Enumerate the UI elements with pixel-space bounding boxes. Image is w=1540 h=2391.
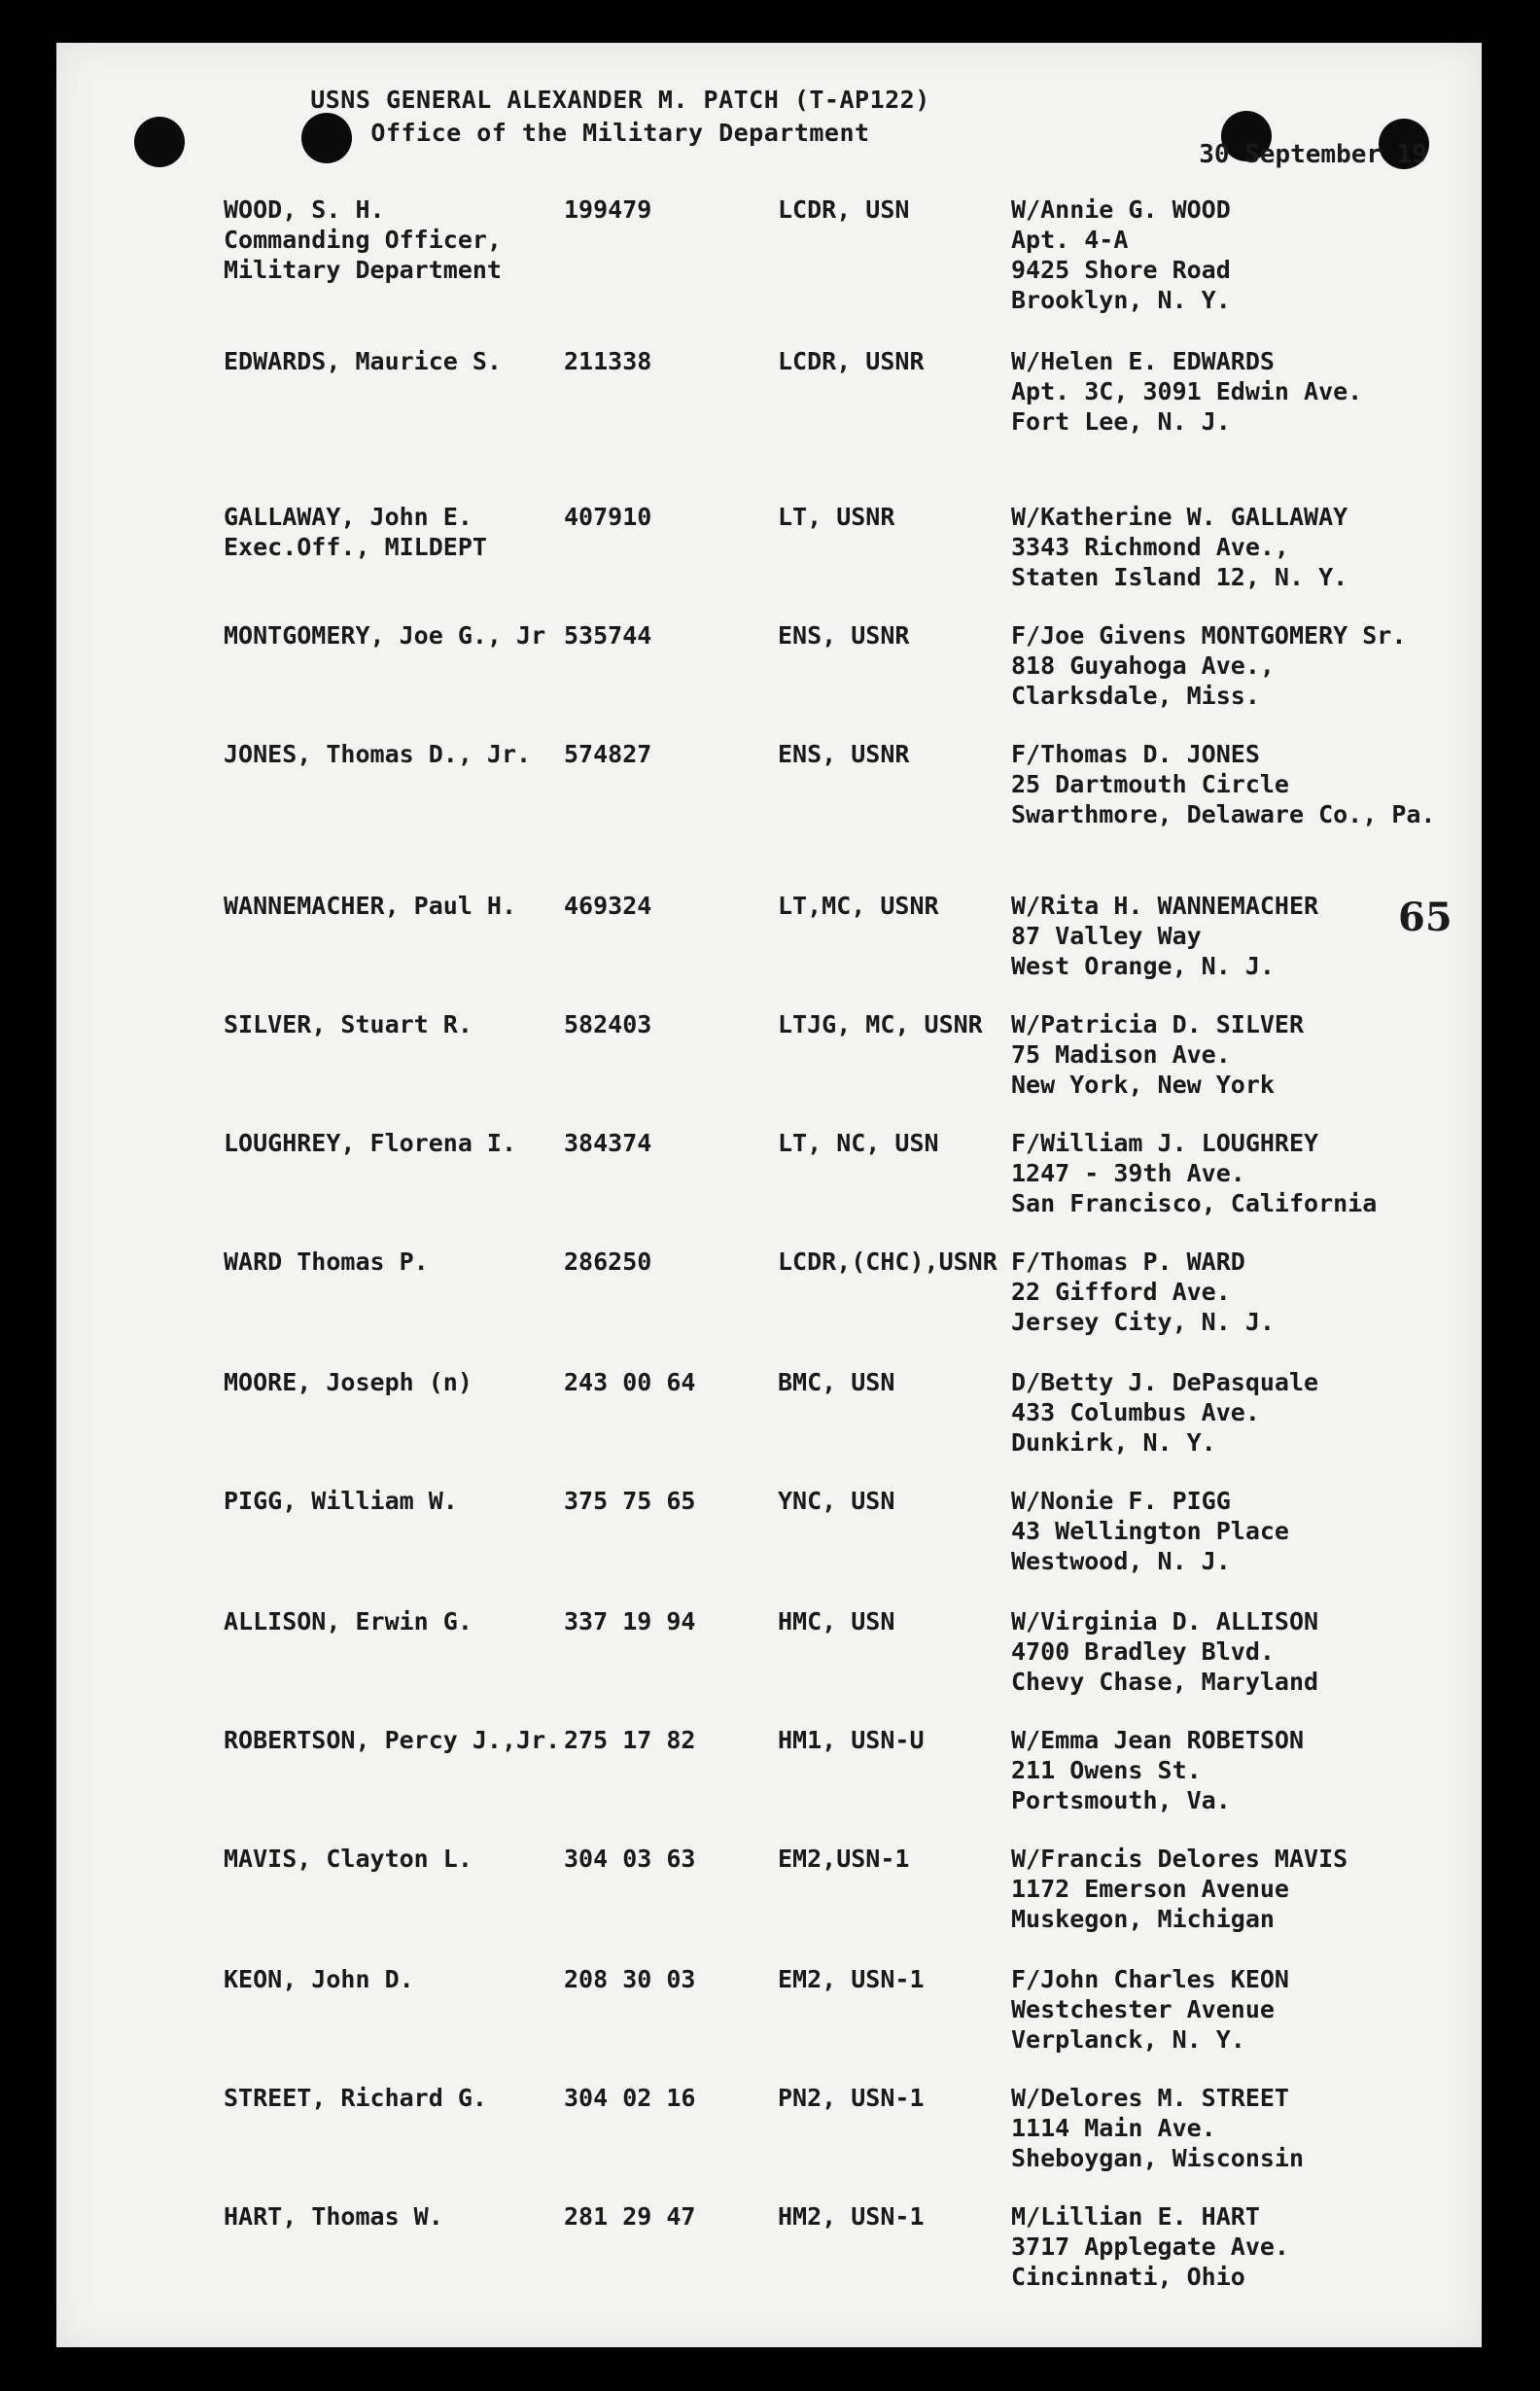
entry-next-of-kin-line: F/William J. LOUGHREY	[1011, 1129, 1319, 1157]
header-subtitle: Office of the Military Department	[370, 119, 870, 147]
entry-service-number: 208 30 03	[564, 1965, 696, 1993]
entry-next-of-kin-line: Staten Island 12, N. Y.	[1011, 563, 1348, 591]
entry-name	[224, 891, 516, 921]
entry-next-of-kin	[1011, 1367, 1318, 1458]
entry-name-line: KEON, John D.	[224, 1965, 414, 1993]
entry-name-line: PIGG, William W.	[224, 1487, 458, 1515]
entry-name	[224, 2201, 443, 2232]
entry-service-number: 337 19 94	[564, 1607, 696, 1635]
entry-name-line: GALLAWAY, John E.	[224, 503, 472, 531]
entry-next-of-kin-line: 211 Owens St.	[1011, 1756, 1202, 1784]
entry-next-of-kin-line: Apt. 3C, 3091 Edwin Ave.	[1011, 377, 1363, 405]
entry-service-number: 286250	[564, 1248, 652, 1276]
entry-next-of-kin-line: W/Annie G. WOOD	[1011, 195, 1231, 224]
entry-name	[224, 1367, 472, 1397]
entry-rank: ENS, USNR	[778, 740, 910, 768]
entry-service-number: 281 29 47	[564, 2202, 696, 2231]
entry-name	[224, 1128, 516, 1158]
entry-next-of-kin-line: F/Thomas P. WARD	[1011, 1248, 1245, 1276]
entry-service-number: 582403	[564, 1010, 652, 1038]
entry-next-of-kin-line: D/Betty J. DePasquale	[1011, 1368, 1319, 1396]
entry-next-of-kin-line: W/Patricia D. SILVER	[1011, 1010, 1305, 1038]
entry-next-of-kin-line: Cincinnati, Ohio	[1011, 2263, 1245, 2291]
entry-name-line: MOORE, Joseph (n)	[224, 1368, 472, 1396]
entry-name-line: HART, Thomas W.	[224, 2202, 443, 2231]
entry-name-line: SILVER, Stuart R.	[224, 1010, 472, 1038]
entry-next-of-kin-line: 433 Columbus Ave.	[1011, 1398, 1260, 1426]
entry-next-of-kin-line: 1247 - 39th Ave.	[1011, 1159, 1245, 1187]
entry-next-of-kin-line: Clarksdale, Miss.	[1011, 682, 1260, 710]
entry-service-number: 199479	[564, 195, 652, 224]
entry-name	[224, 1486, 458, 1516]
entry-next-of-kin	[1011, 1009, 1304, 1100]
entry-name	[224, 502, 487, 562]
entry-next-of-kin	[1011, 1844, 1348, 1934]
entry-next-of-kin-line: F/Joe Givens MONTGOMERY Sr.	[1011, 621, 1407, 650]
entry-rank: LCDR, USNR	[778, 347, 925, 375]
entry-rank: EM2, USN-1	[778, 1965, 925, 1993]
entry-next-of-kin-line: W/Emma Jean ROBETSON	[1011, 1726, 1305, 1754]
entry-name-line: Military Department	[224, 256, 502, 284]
entry-next-of-kin	[1011, 1725, 1304, 1815]
entry-rank: YNC, USN	[778, 1487, 895, 1515]
entry-next-of-kin-line: Portsmouth, Va.	[1011, 1786, 1231, 1814]
entry-name-line: WOOD, S. H.	[224, 195, 385, 224]
entry-name	[224, 2083, 487, 2113]
entry-rank: HMC, USN	[778, 1607, 895, 1635]
entry-next-of-kin	[1011, 620, 1406, 711]
entry-name-line: ROBERTSON, Percy J.,Jr.	[224, 1726, 561, 1754]
entry-next-of-kin	[1011, 194, 1231, 315]
entry-next-of-kin-line: Chevy Chase, Maryland	[1011, 1668, 1319, 1696]
entry-name	[224, 620, 545, 650]
document-page	[56, 43, 1482, 2347]
entry-next-of-kin-line: W/Helen E. EDWARDS	[1011, 347, 1275, 375]
entry-next-of-kin-line: F/John Charles KEON	[1011, 1965, 1289, 1993]
entry-next-of-kin-line: Brooklyn, N. Y.	[1011, 286, 1231, 314]
entry-rank: PN2, USN-1	[778, 2084, 925, 2112]
entry-name-line: WANNEMACHER, Paul H.	[224, 892, 517, 920]
entry-name	[224, 1247, 429, 1277]
entry-service-number: 275 17 82	[564, 1726, 696, 1754]
entry-next-of-kin	[1011, 1964, 1289, 2055]
entry-rank: BMC, USN	[778, 1368, 895, 1396]
page-number: 65	[1398, 895, 1452, 940]
entry-next-of-kin-line: W/Virginia D. ALLISON	[1011, 1607, 1319, 1635]
entry-name-line: MONTGOMERY, Joe G., Jr	[224, 621, 546, 650]
header-title: USNS GENERAL ALEXANDER M. PATCH (T-AP122)	[310, 86, 930, 114]
entry-next-of-kin-line: W/Delores M. STREET	[1011, 2084, 1289, 2112]
entry-next-of-kin-line: West Orange, N. J.	[1011, 952, 1275, 980]
entry-next-of-kin-line: M/Lillian E. HART	[1011, 2202, 1260, 2231]
entry-next-of-kin-line: 22 Gifford Ave.	[1011, 1278, 1231, 1306]
entry-rank: HM2, USN-1	[778, 2202, 925, 2231]
entry-next-of-kin-line: Westwood, N. J.	[1011, 1547, 1231, 1575]
entry-name-line: EDWARDS, Maurice S.	[224, 347, 502, 375]
entry-name-line: ALLISON, Erwin G.	[224, 1607, 472, 1635]
entry-next-of-kin-line: Verplanck, N. Y.	[1011, 2025, 1245, 2054]
entry-next-of-kin-line: 43 Wellington Place	[1011, 1517, 1289, 1545]
entry-service-number: 407910	[564, 503, 652, 531]
entry-next-of-kin	[1011, 891, 1318, 981]
entry-next-of-kin-line: W/Francis Delores MAVIS	[1011, 1845, 1348, 1873]
entry-rank: LT,MC, USNR	[778, 892, 939, 920]
entry-next-of-kin-line: 3343 Richmond Ave.,	[1011, 533, 1289, 561]
entry-next-of-kin	[1011, 739, 1436, 829]
entry-next-of-kin-line: 1114 Main Ave.	[1011, 2114, 1216, 2142]
entry-next-of-kin-line: 1172 Emerson Avenue	[1011, 1875, 1289, 1903]
entry-next-of-kin	[1011, 2083, 1304, 2173]
entry-name	[224, 739, 531, 769]
entry-next-of-kin-line: San Francisco, California	[1011, 1189, 1378, 1217]
entry-name	[224, 1844, 472, 1874]
entry-service-number: 211338	[564, 347, 652, 375]
entry-service-number: 304 02 16	[564, 2084, 696, 2112]
entry-next-of-kin-line: 25 Dartmouth Circle	[1011, 770, 1289, 798]
entry-next-of-kin	[1011, 1606, 1318, 1697]
entry-service-number: 243 00 64	[564, 1368, 696, 1396]
entry-name-line: Exec.Off., MILDEPT	[224, 533, 487, 561]
entry-next-of-kin-line: Swarthmore, Delaware Co., Pa.	[1011, 800, 1436, 828]
entry-rank: EM2,USN-1	[778, 1845, 910, 1873]
entry-rank: HM1, USN-U	[778, 1726, 925, 1754]
entry-next-of-kin-line: W/Katherine W. GALLAWAY	[1011, 503, 1348, 531]
entry-rank: LCDR,(CHC),USNR	[778, 1248, 998, 1276]
entry-next-of-kin-line: F/Thomas D. JONES	[1011, 740, 1260, 768]
entry-name	[224, 194, 502, 285]
entry-service-number: 469324	[564, 892, 652, 920]
entry-next-of-kin-line: 818 Guyahoga Ave.,	[1011, 651, 1275, 680]
entry-rank: ENS, USNR	[778, 621, 910, 650]
entry-next-of-kin-line: Sheboygan, Wisconsin	[1011, 2144, 1305, 2172]
entry-name-line: LOUGHREY, Florena I.	[224, 1129, 517, 1157]
header-date: 30 September 19	[1199, 140, 1427, 169]
entry-next-of-kin-line: W/Rita H. WANNEMACHER	[1011, 892, 1319, 920]
entry-rank: LT, USNR	[778, 503, 895, 531]
entry-service-number: 304 03 63	[564, 1845, 696, 1873]
entry-next-of-kin-line: Jersey City, N. J.	[1011, 1308, 1275, 1336]
entry-next-of-kin-line: Fort Lee, N. J.	[1011, 407, 1231, 436]
entry-service-number: 384374	[564, 1129, 652, 1157]
entry-next-of-kin-line: 4700 Bradley Blvd.	[1011, 1637, 1275, 1666]
entry-next-of-kin	[1011, 346, 1362, 437]
entry-name-line: JONES, Thomas D., Jr.	[224, 740, 532, 768]
entry-name-line: MAVIS, Clayton L.	[224, 1845, 472, 1873]
entry-next-of-kin-line: W/Nonie F. PIGG	[1011, 1487, 1231, 1515]
entry-rank: LT, NC, USN	[778, 1129, 939, 1157]
entry-next-of-kin-line: New York, New York	[1011, 1071, 1275, 1099]
entry-next-of-kin-line: Apt. 4-A	[1011, 226, 1129, 254]
entry-name-line: WARD Thomas P.	[224, 1248, 429, 1276]
entry-next-of-kin-line: 75 Madison Ave.	[1011, 1040, 1231, 1069]
entry-next-of-kin-line: 9425 Shore Road	[1011, 256, 1231, 284]
entry-name	[224, 1606, 472, 1636]
entry-rank: LCDR, USN	[778, 195, 910, 224]
entry-next-of-kin-line: Muskegon, Michigan	[1011, 1905, 1275, 1933]
entry-next-of-kin	[1011, 1128, 1377, 1218]
entry-name	[224, 346, 502, 376]
entry-name-line: STREET, Richard G.	[224, 2084, 487, 2112]
entry-next-of-kin-line: Dunkirk, N. Y.	[1011, 1428, 1216, 1457]
entry-next-of-kin	[1011, 502, 1348, 592]
entry-name-line: Commanding Officer,	[224, 226, 502, 254]
entry-name	[224, 1009, 472, 1039]
entry-service-number: 535744	[564, 621, 652, 650]
entry-next-of-kin	[1011, 1247, 1275, 1337]
entry-rank: LTJG, MC, USNR	[778, 1010, 983, 1038]
entry-next-of-kin-line: Westchester Avenue	[1011, 1995, 1275, 2023]
entry-next-of-kin-line: 3717 Applegate Ave.	[1011, 2233, 1289, 2261]
entry-name	[224, 1725, 560, 1755]
entry-service-number: 574827	[564, 740, 652, 768]
entry-name	[224, 1964, 414, 1994]
entry-service-number: 375 75 65	[564, 1487, 696, 1515]
entry-next-of-kin	[1011, 1486, 1289, 1576]
entry-next-of-kin	[1011, 2201, 1289, 2292]
entry-next-of-kin-line: 87 Valley Way	[1011, 922, 1202, 950]
